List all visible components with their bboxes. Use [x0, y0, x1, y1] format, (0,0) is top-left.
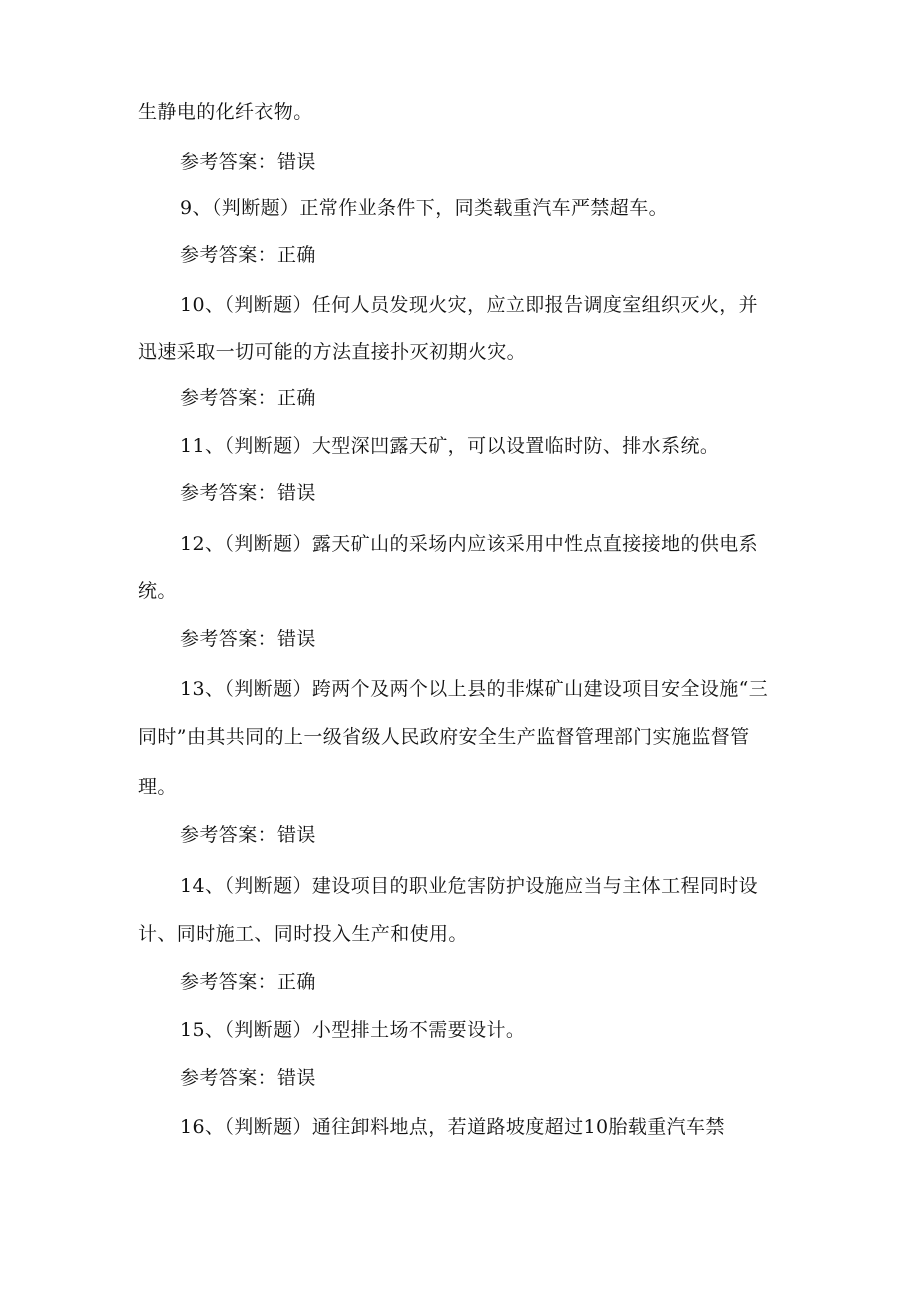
- question-line: 16、（判断题）通往卸料地点，若道路坡度超过10胎载重汽车禁: [180, 1116, 725, 1138]
- answer-line: 参考答案：错误: [180, 824, 316, 846]
- text-line: 计、同时施工、同时投入生产和使用。: [138, 923, 468, 945]
- answer-line: 参考答案：错误: [180, 628, 316, 650]
- question-line: 9、（判断题）正常作业条件下，同类载重汽车严禁超车。: [180, 197, 668, 219]
- question-line: 10、（判断题）任何人员发现火灾，应立即报告调度室组织灭火，并: [180, 294, 759, 316]
- text-line: 理。: [138, 776, 177, 798]
- question-line: 12、（判断题）露天矿山的采场内应该采用中性点直接接地的供电系: [180, 533, 759, 555]
- answer-line: 参考答案：正确: [180, 387, 316, 409]
- question-line: 14、（判断题）建设项目的职业危害防护设施应当与主体工程同时设: [180, 875, 759, 897]
- question-line: 15、（判断题）小型排土场不需要设计。: [180, 1019, 526, 1041]
- answer-line: 参考答案：正确: [180, 244, 316, 266]
- text-line: 同时”由其共同的上一级省级人民政府安全生产监督管理部门实施监督管: [138, 726, 750, 748]
- answer-line: 参考答案：错误: [180, 151, 316, 173]
- question-line: 11、（判断题）大型深凹露天矿，可以设置临时防、排水系统。: [180, 435, 720, 457]
- answer-line: 参考答案：正确: [180, 971, 316, 993]
- text-line: 生静电的化纤衣物。: [138, 101, 313, 123]
- answer-line: 参考答案：错误: [180, 1067, 316, 1089]
- text-line: 统。: [138, 580, 177, 602]
- text-line: 迅速采取一切可能的方法直接扑灭初期火灾。: [138, 341, 527, 363]
- question-line: 13、（判断题）跨两个及两个以上县的非煤矿山建设项目安全设施“三: [180, 678, 769, 700]
- answer-line: 参考答案：错误: [180, 482, 316, 504]
